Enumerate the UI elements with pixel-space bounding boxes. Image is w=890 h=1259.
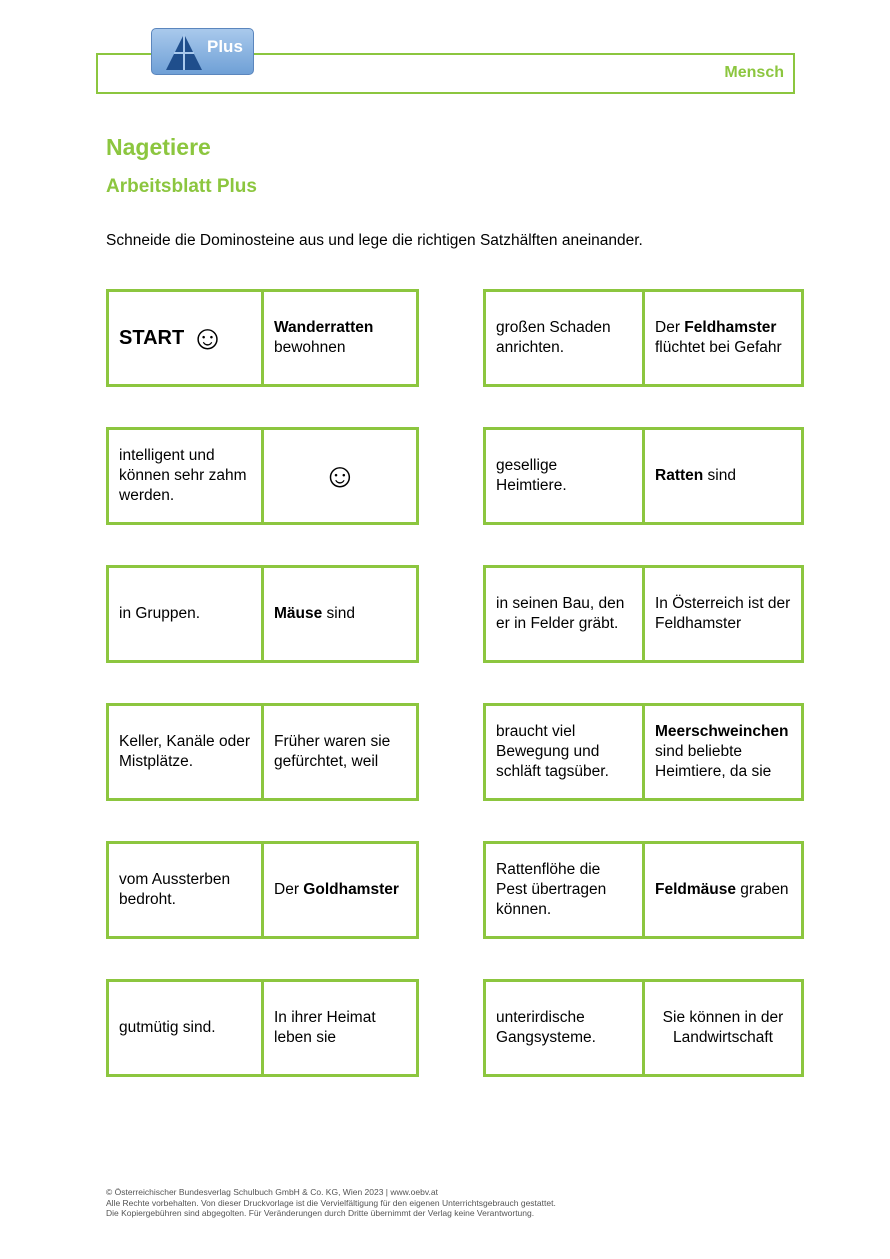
domino-7	[106, 703, 419, 801]
domino-half	[642, 292, 801, 384]
domino-bold: Wanderratten	[274, 319, 374, 336]
domino-bold: Feldmäuse	[655, 881, 736, 898]
smiley-icon: ☺	[322, 457, 358, 495]
domino-half: Rattenflöhe die Pest übertragen können.	[496, 861, 607, 918]
domino-8	[483, 703, 804, 801]
domino-2	[483, 289, 804, 387]
domino-text: Der	[655, 319, 685, 336]
footer-line: Alle Rechte vorbehalten. Von dieser Druckvorlage ist die Vervielfältigung für den eigenen Unterrichtsgebrauch gestattet.	[106, 1197, 556, 1208]
domino-half: unterirdische Gangsysteme.	[496, 1009, 596, 1046]
domino-half	[261, 430, 416, 522]
smiley-icon: ☺	[190, 319, 225, 357]
domino-half	[642, 430, 801, 522]
page-subtitle: Arbeitsblatt Plus	[106, 176, 257, 197]
domino-half: Keller, Kanäle oder Mistplätze.	[119, 733, 250, 770]
subject-label: Mensch	[724, 64, 784, 81]
domino-1	[106, 289, 419, 387]
domino-half: gutmütig sind.	[119, 1019, 216, 1036]
footer-line: Die Kopiergebühren sind abgegolten. Für Veränderungen durch Dritte übernimmt der Verlag keine Verantwortung.	[106, 1208, 535, 1218]
footer	[106, 1187, 556, 1219]
domino-bold: Goldhamster	[303, 881, 399, 898]
domino-text: sind beliebte Heimtiere, da sie	[655, 743, 772, 780]
domino-6	[483, 565, 804, 663]
domino-half: Sie können in der Landwirtschaft	[642, 982, 801, 1074]
domino-half	[261, 292, 416, 384]
start-label: START	[119, 327, 185, 349]
domino-half: Früher waren sie gefürchtet, weil	[261, 706, 416, 798]
domino-half: großen Schaden anrichten.	[496, 319, 611, 356]
domino-text: flüchtet bei Gefahr	[655, 339, 782, 356]
domino-4	[483, 427, 804, 525]
domino-bold: Mäuse	[274, 605, 323, 622]
domino-bold: Meerschweinchen	[655, 723, 789, 740]
domino-half: In ihrer Heimat leben sie	[261, 982, 416, 1074]
domino-half	[261, 844, 416, 936]
domino-bold: Feldhamster	[684, 319, 777, 336]
domino-text: graben	[735, 881, 789, 898]
domino-10	[483, 841, 804, 939]
domino-12	[483, 979, 804, 1077]
domino-half: braucht viel Bewegung und schläft tagsüber.	[496, 723, 609, 780]
domino-half: intelligent und können sehr zahm werden.	[119, 447, 247, 504]
footer-line: © Österreichischer Bundesverlag Schulbuch GmbH & Co. KG, Wien 2023 | www.oebv.at	[106, 1187, 438, 1197]
instruction-text: Schneide die Dominosteine aus und lege die richtigen Satzhälften aneinander.	[106, 232, 643, 249]
page-title: Nagetiere	[106, 134, 211, 160]
domino-half: in Gruppen.	[119, 605, 200, 622]
domino-text: sind	[703, 467, 736, 484]
domino-half	[642, 706, 801, 798]
logo-text: Plus	[207, 37, 243, 56]
domino-half: vom Aussterben bedroht.	[119, 871, 231, 908]
domino-half: In Österreich ist der Feldhamster	[642, 568, 801, 660]
domino-text: Der	[274, 881, 304, 898]
domino-text: sind	[322, 605, 355, 622]
domino-3	[106, 427, 419, 525]
domino-11	[106, 979, 419, 1077]
domino-half: in seinen Bau, den er in Felder gräbt.	[496, 595, 625, 632]
domino-half	[109, 292, 261, 384]
domino-half	[261, 568, 416, 660]
domino-half	[642, 844, 801, 936]
plus-logo	[151, 28, 254, 75]
domino-bold: Ratten	[655, 467, 704, 484]
domino-5	[106, 565, 419, 663]
triangle-logo-icon	[164, 32, 204, 72]
domino-half: gesellige Heimtiere.	[496, 457, 567, 494]
domino-text: bewohnen	[274, 339, 346, 356]
domino-9	[106, 841, 419, 939]
